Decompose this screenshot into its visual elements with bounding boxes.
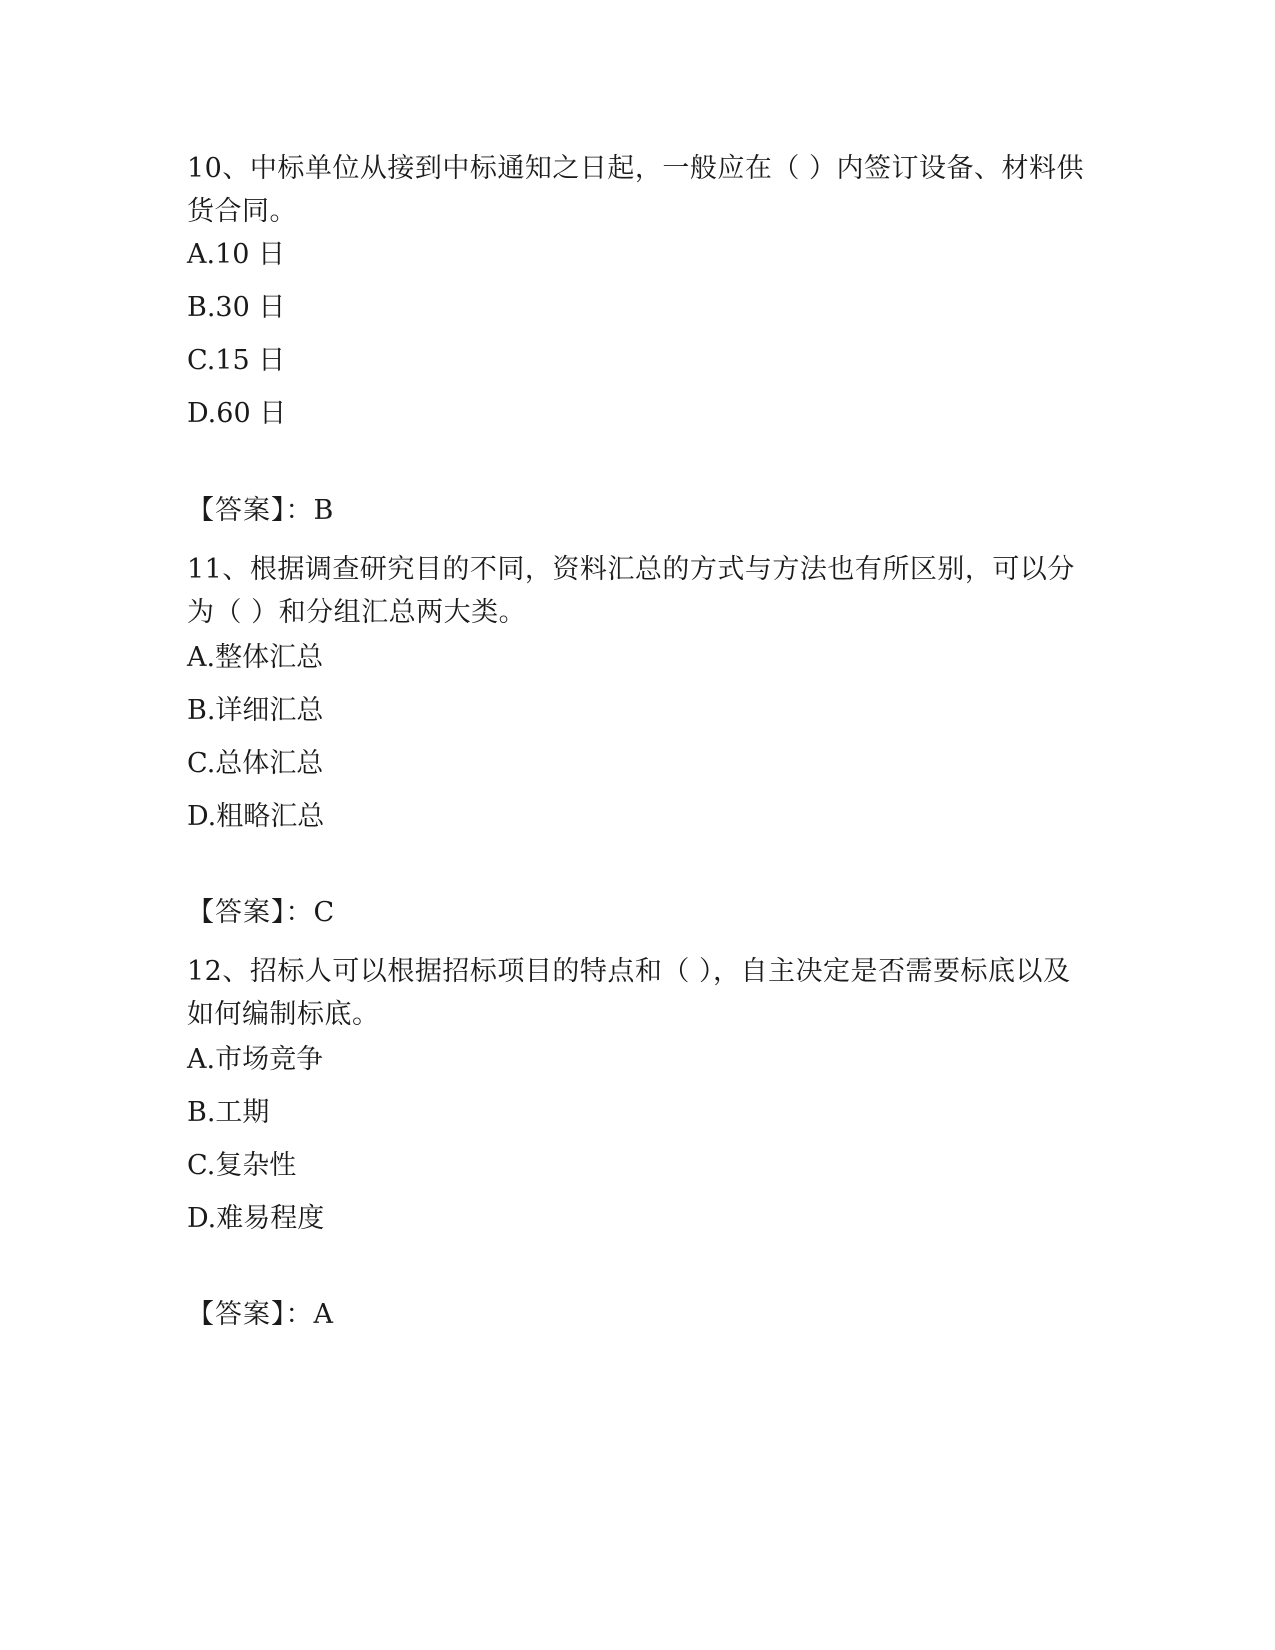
option-d: D.粗略汇总 <box>187 801 325 832</box>
option-a: A.10 日 <box>187 239 286 270</box>
option-a: A.整体汇总 <box>187 642 324 673</box>
question-stem: 10、中标单位从接到中标通知之日起，一般应在（ ）内签订设备、材料供货合同。 <box>187 153 1084 227</box>
option-c: C.总体汇总 <box>187 748 324 779</box>
question-12 <box>187 950 1087 1234</box>
answer-label: 【答案】： <box>187 1299 314 1330</box>
option-b: B.工期 <box>187 1097 270 1128</box>
option-d: D.难易程度 <box>187 1203 325 1234</box>
answer-11 <box>187 898 334 928</box>
question-10 <box>187 147 1087 429</box>
question-11 <box>187 548 1087 832</box>
answer-value: C <box>313 897 335 928</box>
question-stem: 12、招标人可以根据招标项目的特点和（ ），自主决定是否需要标底以及如何编制标底。 <box>187 956 1071 1030</box>
answer-value: A <box>313 1299 333 1330</box>
question-stem: 11、根据调查研究目的不同，资料汇总的方式与方法也有所区别，可以分为（ ）和分组汇总两大类。 <box>187 554 1075 628</box>
answer-label: 【答案】： <box>187 897 314 928</box>
answer-12 <box>187 1300 333 1330</box>
option-b: B.详细汇总 <box>187 695 324 726</box>
answer-value: B <box>313 495 334 526</box>
option-c: C.复杂性 <box>187 1150 297 1181</box>
answer-10 <box>187 496 333 526</box>
option-c: C.15 日 <box>187 345 286 376</box>
option-a: A.市场竞争 <box>187 1044 324 1075</box>
option-b: B.30 日 <box>187 292 286 323</box>
option-d: D.60 日 <box>187 398 287 429</box>
answer-label: 【答案】： <box>187 495 314 526</box>
